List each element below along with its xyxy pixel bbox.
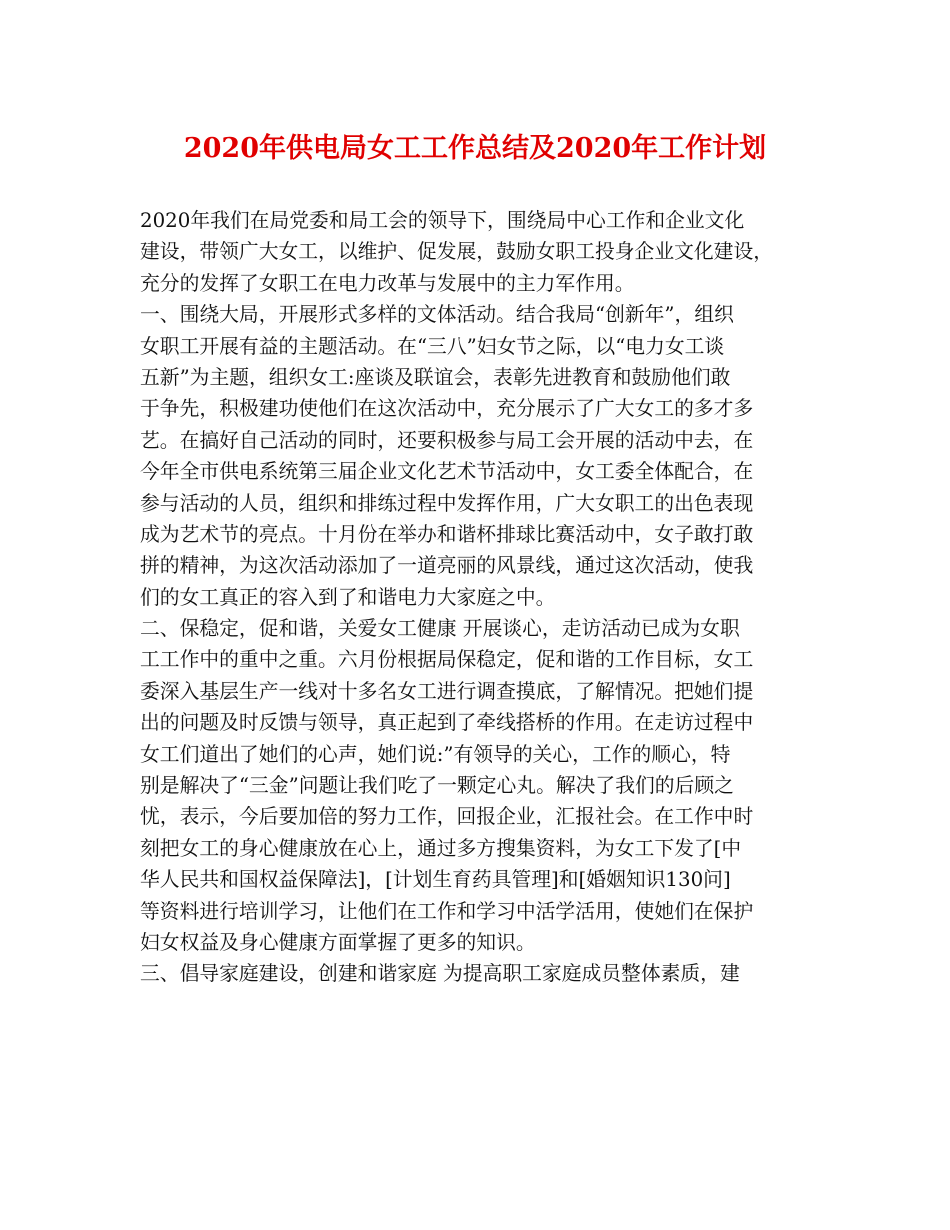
body-line: 拼的精神，为这次活动添加了一道亮丽的风景线，通过这次活动，使我 (140, 554, 754, 578)
body-line: 五新”为主题，组织女工:座谈及联谊会，表彰先进教育和鼓励他们敢 (140, 365, 731, 389)
body-line: 成为艺术节的亮点。十月份在举办和谐杯排球比赛活动中，女子敢打敢 (140, 522, 754, 546)
body-line: 三、倡导家庭建设，创建和谐家庭 为提高职工家庭成员整体素质，建 (140, 962, 740, 986)
body-line: 2020年我们在局党委和局工会的领导下，围绕局中心工作和企业文化 (140, 209, 745, 232)
body-line: 参与活动的人员，组织和排练过程中发挥作用，广大女职工的出色表现 (140, 491, 754, 515)
body-line: 们的女工真正的容入到了和谐电力大家庭之中。 (140, 585, 556, 609)
document-title: 2020年供电局女工工作总结及2020年工作计划 (183, 133, 767, 164)
document-body (140, 205, 820, 990)
body-line: 于争先，积极建功使他们在这次活动中，充分展示了广大女工的多才多 (140, 397, 754, 421)
body-line: 委深入基层生产一线对十多名女工进行调查摸底，了解情况。把她们提 (140, 679, 754, 703)
body-line: 妇女权益及身心健康方面掌握了更多的知识。 (140, 930, 536, 954)
body-line: 华人民共和国权益保障法]，[计划生育药具管理]和[婚姻知识130问] (140, 868, 731, 892)
body-line: 一、围绕大局，开展形式多样的文体活动。结合我局“创新年”，组织 (140, 303, 734, 327)
body-line: 二、保稳定，促和谐，关爱女工健康 开展谈心，走访活动已成为女职 (140, 617, 740, 641)
body-line: 女工们道出了她们的心声，她们说:”有领导的关心，工作的顺心，特 (140, 742, 731, 766)
body-line: 工工作中的重中之重。六月份根据局保稳定，促和谐的工作目标，女工 (140, 648, 754, 672)
body-line: 建设，带领广大女工，以维护、促发展，鼓励女职工投身企业文化建设， (140, 240, 774, 264)
body-line: 别是解决了“三金”问题让我们吃了一颗定心丸。解决了我们的后顾之 (140, 774, 734, 798)
body-line: 刻把女工的身心健康放在心上，通过多方搜集资料，为女工下发了[中 (140, 836, 742, 860)
body-line: 今年全市供电系统第三届企业文化艺术节活动中，女工委全体配合，在 (140, 460, 754, 484)
body-line: 出的问题及时反馈与领导，真正起到了牵线搭桥的作用。在走访过程中 (140, 711, 754, 735)
body-line: 充分的发挥了女职工在电力改革与发展中的主力军作用。 (140, 271, 635, 295)
body-line: 艺。在搞好自己活动的同时，还要积极参与局工会开展的活动中去，在 (140, 428, 754, 452)
body-line: 等资料进行培训学习，让他们在工作和学习中活学活用，使她们在保护 (140, 899, 754, 923)
body-line: 忧，表示，今后要加倍的努力工作，回报企业，汇报社会。在工作中时 (140, 805, 754, 829)
body-line: 女职工开展有益的主题活动。在“三八”妇女节之际，以“电力女工谈 (140, 334, 725, 358)
